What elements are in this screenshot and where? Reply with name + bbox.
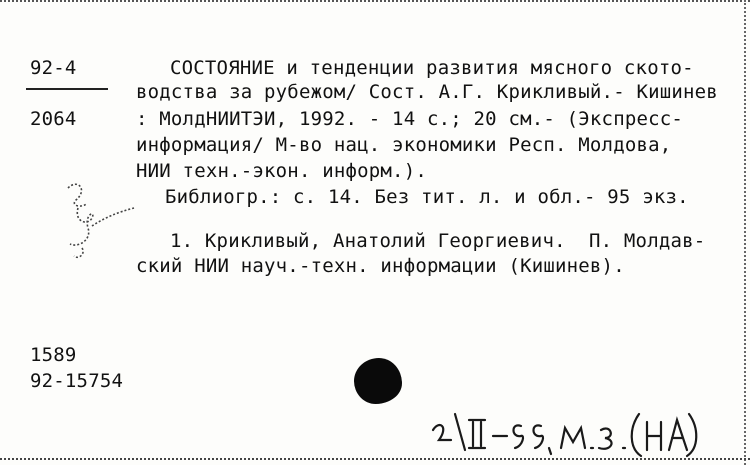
ink-blot — [354, 358, 402, 404]
entry-line-8: ский НИИ науч.-техн. информации (Кишинев). — [136, 255, 625, 277]
entry-line-6: Библиогр.: с. 14. Без тит. л. и обл.- 95 экз. — [165, 186, 689, 208]
entry-line-7: 1. Крикливый, Анатолий Георгиевич. П. Молдав- — [170, 230, 706, 252]
entry-line-2: водства за рубежом/ Сост. А.Г. Крикливый.- Кишинев — [136, 81, 718, 103]
card-right-edge — [744, 0, 748, 465]
accession-number-2: 92-15754 — [30, 370, 124, 392]
shelf-mark-divider — [26, 88, 108, 90]
accession-number-1: 1589 — [30, 344, 77, 366]
entry-line-5: НИИ техн.-экон. информ.). — [136, 160, 427, 182]
card-top-edge — [0, 0, 750, 4]
handwritten-date-stamp-text — [428, 408, 706, 446]
handwritten-scribble-icon — [48, 178, 138, 268]
entry-line-4: информация/ М-во нац. экономики Респ. Молдова, — [136, 134, 672, 156]
entry-line-3: : МолдНИИТЭИ, 1992. - 14 с.; 20 см.- (Экспресс- — [136, 108, 684, 130]
shelf-mark-top: 92-4 — [30, 57, 77, 79]
shelf-mark-bottom: 2064 — [30, 108, 77, 130]
entry-line-1: СОСТОЯНИЕ и тенденции развития мясного ското- — [170, 57, 694, 79]
